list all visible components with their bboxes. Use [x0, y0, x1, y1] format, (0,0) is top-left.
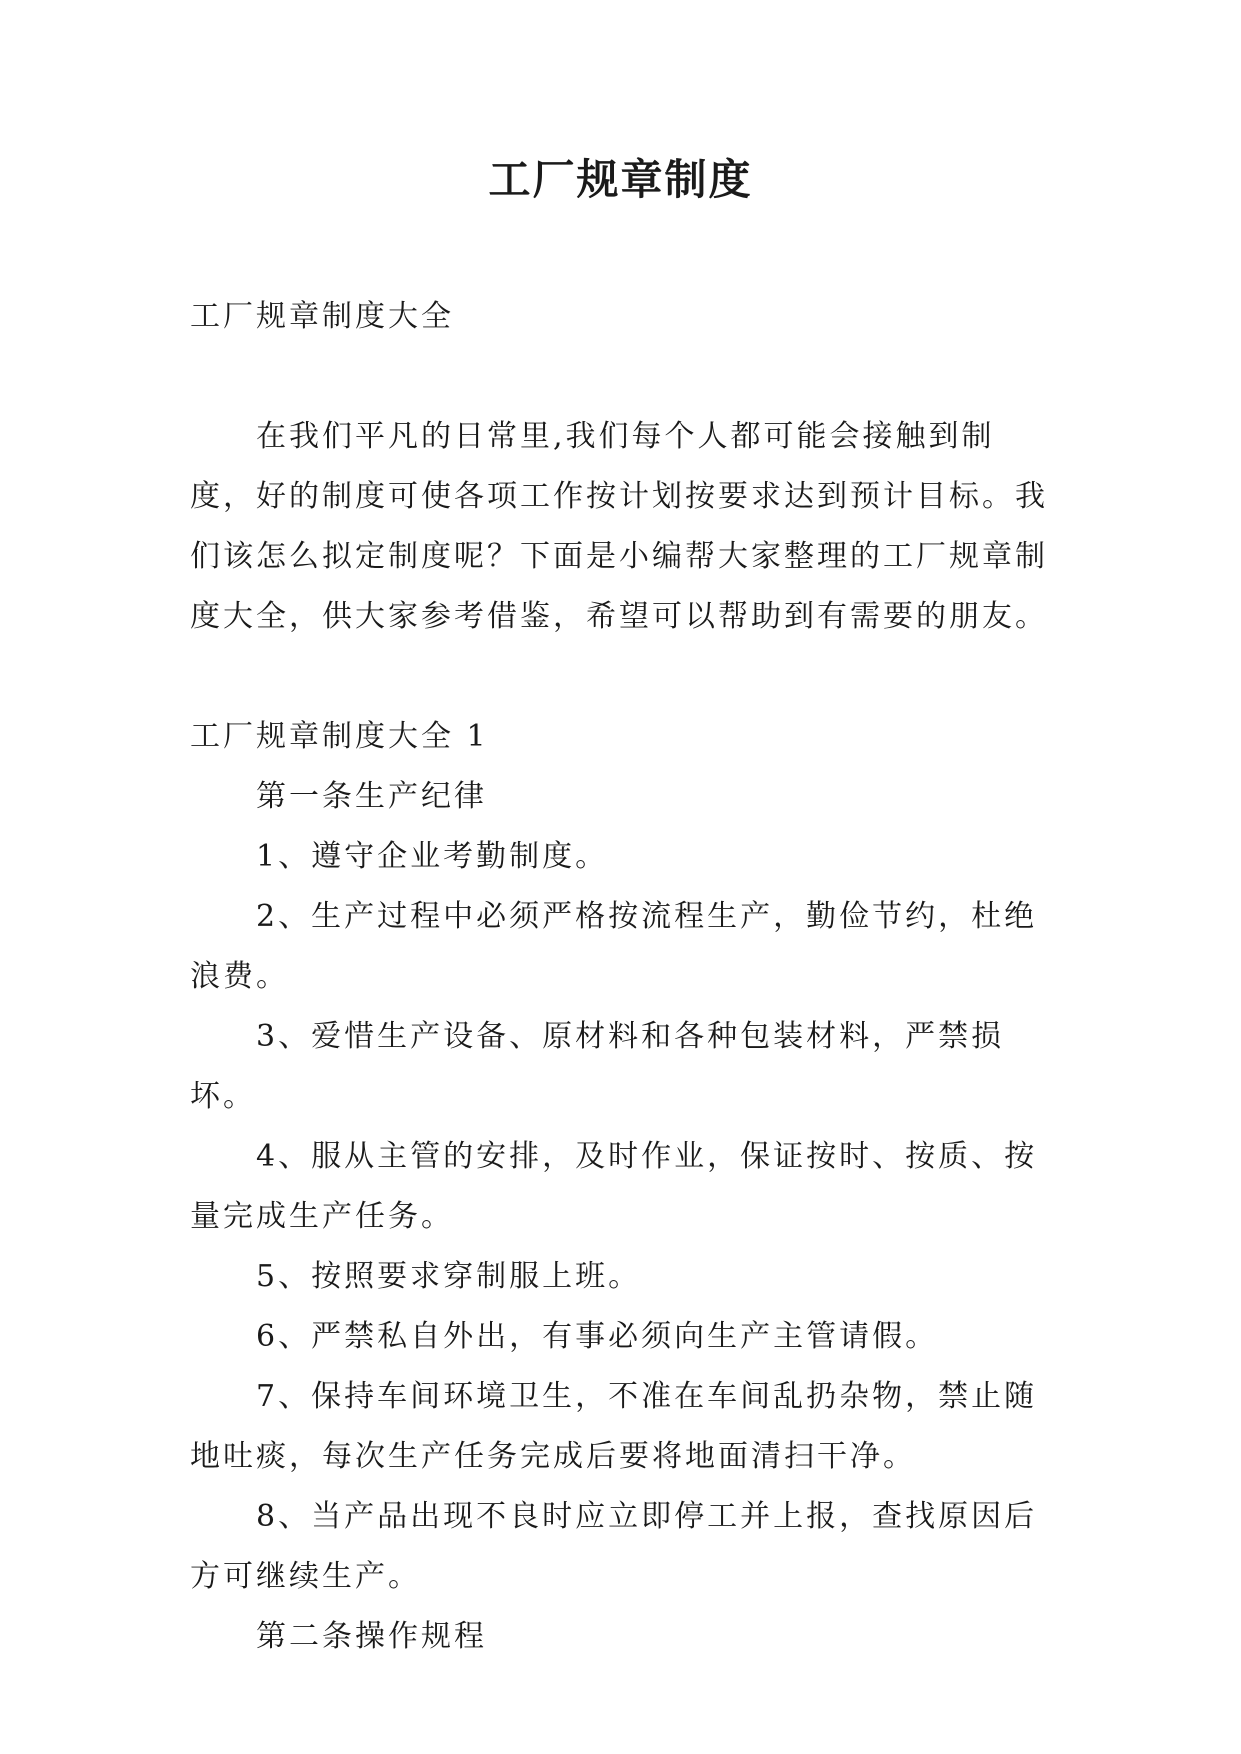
intro-paragraph: 在我们平凡的日常里,我们每个人都可能会接触到制度，好的制度可使各项工作按计划按要求达到预计目标。我们该怎么拟定制度呢？下面是小编帮大家整理的工厂规章制度大全，供大家参考借鉴，希望可以帮助到有需要的朋友。	[190, 419, 1048, 634]
list-item: 4、服从主管的安排，及时作业，保证按时、按质、按量完成生产任务。	[190, 1139, 1038, 1234]
document-subtitle: 工厂规章制度大全	[190, 299, 454, 334]
article-title: 第一条生产纪律	[256, 779, 487, 814]
spacer	[190, 647, 1060, 707]
list-item: 6、严禁私自外出，有事必须向生产主管请假。	[256, 1319, 939, 1354]
list-item: 3、爱惜生产设备、原材料和各种包装材料，严禁损坏。	[190, 1019, 1005, 1114]
list-item: 7、保持车间环境卫生，不准在车间乱扔杂物，禁止随地吐痰，每次生产任务完成后要将地面清扫干净。	[190, 1379, 1038, 1474]
document-body	[190, 287, 1060, 1667]
list-item: 5、按照要求穿制服上班。	[256, 1259, 642, 1294]
list-item: 2、生产过程中必须严格按流程生产，勤俭节约，杜绝浪费。	[190, 899, 1038, 994]
section-heading: 工厂规章制度大全 1	[190, 719, 489, 754]
spacer	[190, 347, 1060, 407]
article-title: 第二条操作规程	[256, 1619, 487, 1654]
list-item: 8、当产品出现不良时应立即停工并上报，查找原因后方可继续生产。	[190, 1499, 1038, 1594]
list-item: 1、遵守企业考勤制度。	[256, 839, 609, 874]
document-title: 工厂规章制度	[488, 155, 753, 204]
